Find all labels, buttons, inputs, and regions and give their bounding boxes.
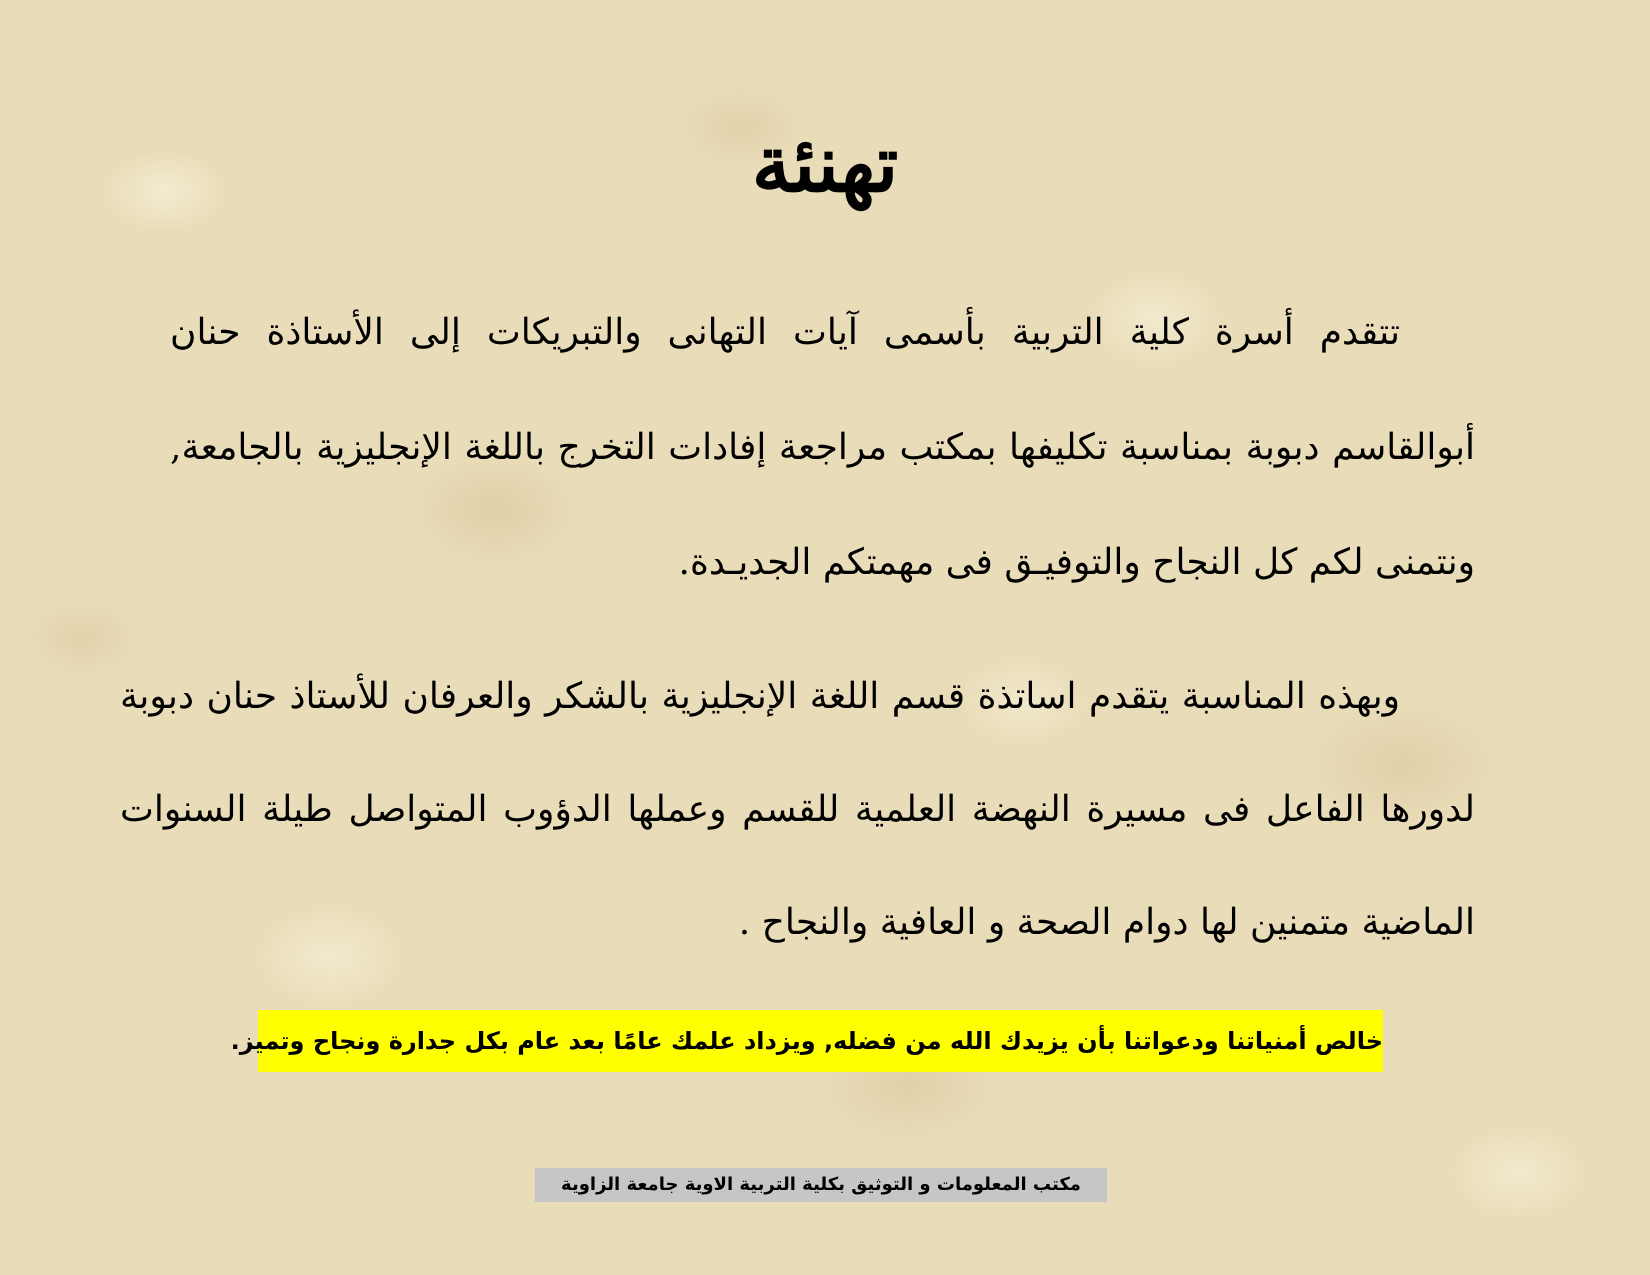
page-title: تهنئة xyxy=(751,119,899,210)
thanks-paragraph: وبهذه المناسبة يتقدم اساتذة قسم اللغة الإنجليزية بالشكر والعرفان للأستاذ حنان دبوبة لدورها الفاعل فى مسيرة النهضة العلمية للقسم وعملها الدؤوب المتواصل طيلة السنوات الماضية متمنين لها دوام الصحة و العافية والنجاح . xyxy=(120,676,1475,943)
highlighted-wishes: خالص أمنياتنا ودعواتنا بأن يزيدك الله من فضله, ويزداد علمك عامًا بعد عام بكل جدارة ونجاح وتميز. xyxy=(258,1010,1383,1072)
footer-office-credit: مكتب المعلومات و التوثيق بكلية التربية الاوية جامعة الزاوية xyxy=(535,1168,1107,1202)
congratulation-paragraph: تتقدم أسرة كلية التربية بأسمى آيات التهانى والتبريكات إلى الأستاذة حنان أبوالقاسم دبوبة بمناسبة تكليفها بمكتب مراجعة إفادات التخرج باللغة الإنجليزية بالجامعة, ونتمنى لكم كل النجاح والتوفيـق فى مهمتكم الجديـدة. xyxy=(170,312,1475,583)
